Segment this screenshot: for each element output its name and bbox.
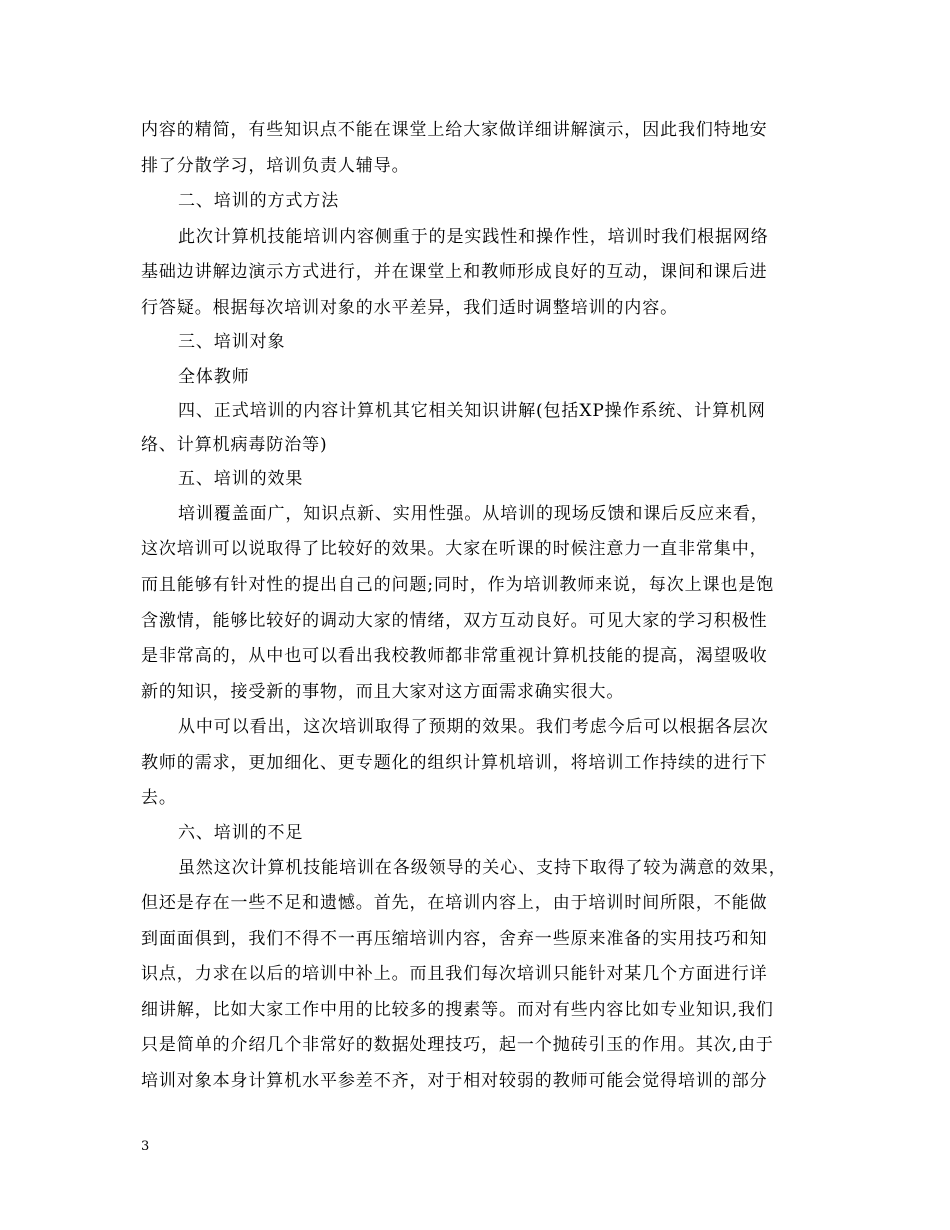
text-line: 培训覆盖面广，知识点新、实用性强。从培训的现场反馈和课后反应来看， bbox=[178, 504, 769, 524]
text-line: 教师的需求，更加细化、更专题化的组织计算机培训，将培训工作持续的进行下 bbox=[141, 753, 768, 773]
text-line: 新的知识，接受新的事物，而且大家对这方面需求确实很大。 bbox=[141, 682, 625, 702]
text-line: 而且能够有针对性的提出自己的问题;同时，作为培训教师来说，每次上课也是饱 bbox=[141, 575, 775, 595]
text-line: 培训对象本身计算机水平参差不齐，对于相对较弱的教师可能会觉得培训的部分 bbox=[141, 1071, 768, 1091]
text-line: 内容的精简，有些知识点不能在课堂上给大家做详细讲解演示，因此我们特地安 bbox=[141, 120, 768, 140]
text-line: 识点，力求在以后的培训中补上。而且我们每次培训只能针对某几个方面进行详 bbox=[141, 964, 768, 984]
text-line: 络、计算机病毒防治等) bbox=[141, 435, 328, 455]
text-line: 此次计算机技能培训内容侧重于的是实践性和操作性，培训时我们根据网络 bbox=[178, 227, 769, 247]
text-line: 排了分散学习，培训负责人辅导。 bbox=[141, 156, 410, 176]
text-line: 行答疑。根据每次培训对象的水平差异，我们适时调整培训的内容。 bbox=[141, 298, 678, 318]
section-heading: 二、培训的方式方法 bbox=[178, 191, 340, 211]
page-number: 3 bbox=[141, 1139, 150, 1154]
section-heading: 六、培训的不足 bbox=[178, 823, 304, 843]
text-line: 只是简单的介绍几个非常好的数据处理技巧，起一个抛砖引玉的作用。其次,由于 bbox=[141, 1035, 774, 1055]
section-heading: 五、培训的效果 bbox=[178, 469, 304, 489]
text-line: 从中可以看出，这次培训取得了预期的效果。我们考虑今后可以根据各层次 bbox=[178, 717, 769, 737]
text-line: 全体教师 bbox=[178, 367, 250, 387]
text-line: 是非常高的，从中也可以看出我校教师都非常重视计算机技能的提高，渴望吸收 bbox=[141, 646, 768, 666]
text-line: 细讲解，比如大家工作中用的比较多的搜素等。而对有些内容比如专业知识,我们 bbox=[141, 1000, 774, 1020]
section-heading: 三、培训对象 bbox=[178, 332, 286, 352]
text-line: 去。 bbox=[141, 788, 177, 808]
text-line: 四、正式培训的内容计算机其它相关知识讲解(包括XP操作系统、计算机网 bbox=[178, 401, 766, 421]
text-line: 虽然这次计算机技能培训在各级领导的关心、支持下取得了较为满意的效果， bbox=[178, 858, 787, 878]
text-line: 含激情，能够比较好的调动大家的情绪，双方互动良好。可见大家的学习积极性 bbox=[141, 611, 768, 631]
text-line: 但还是存在一些不足和遗憾。首先，在培训内容上，由于培训时间所限，不能做 bbox=[141, 893, 768, 913]
text-line: 基础边讲解边演示方式进行，并在课堂上和教师形成良好的互动，课间和课后进 bbox=[141, 262, 768, 282]
text-line: 到面面俱到，我们不得不一再压缩培训内容，舍弃一些原来准备的实用技巧和知 bbox=[141, 929, 768, 949]
text-line: 这次培训可以说取得了比较好的效果。大家在听课的时候注意力一直非常集中， bbox=[141, 539, 768, 559]
